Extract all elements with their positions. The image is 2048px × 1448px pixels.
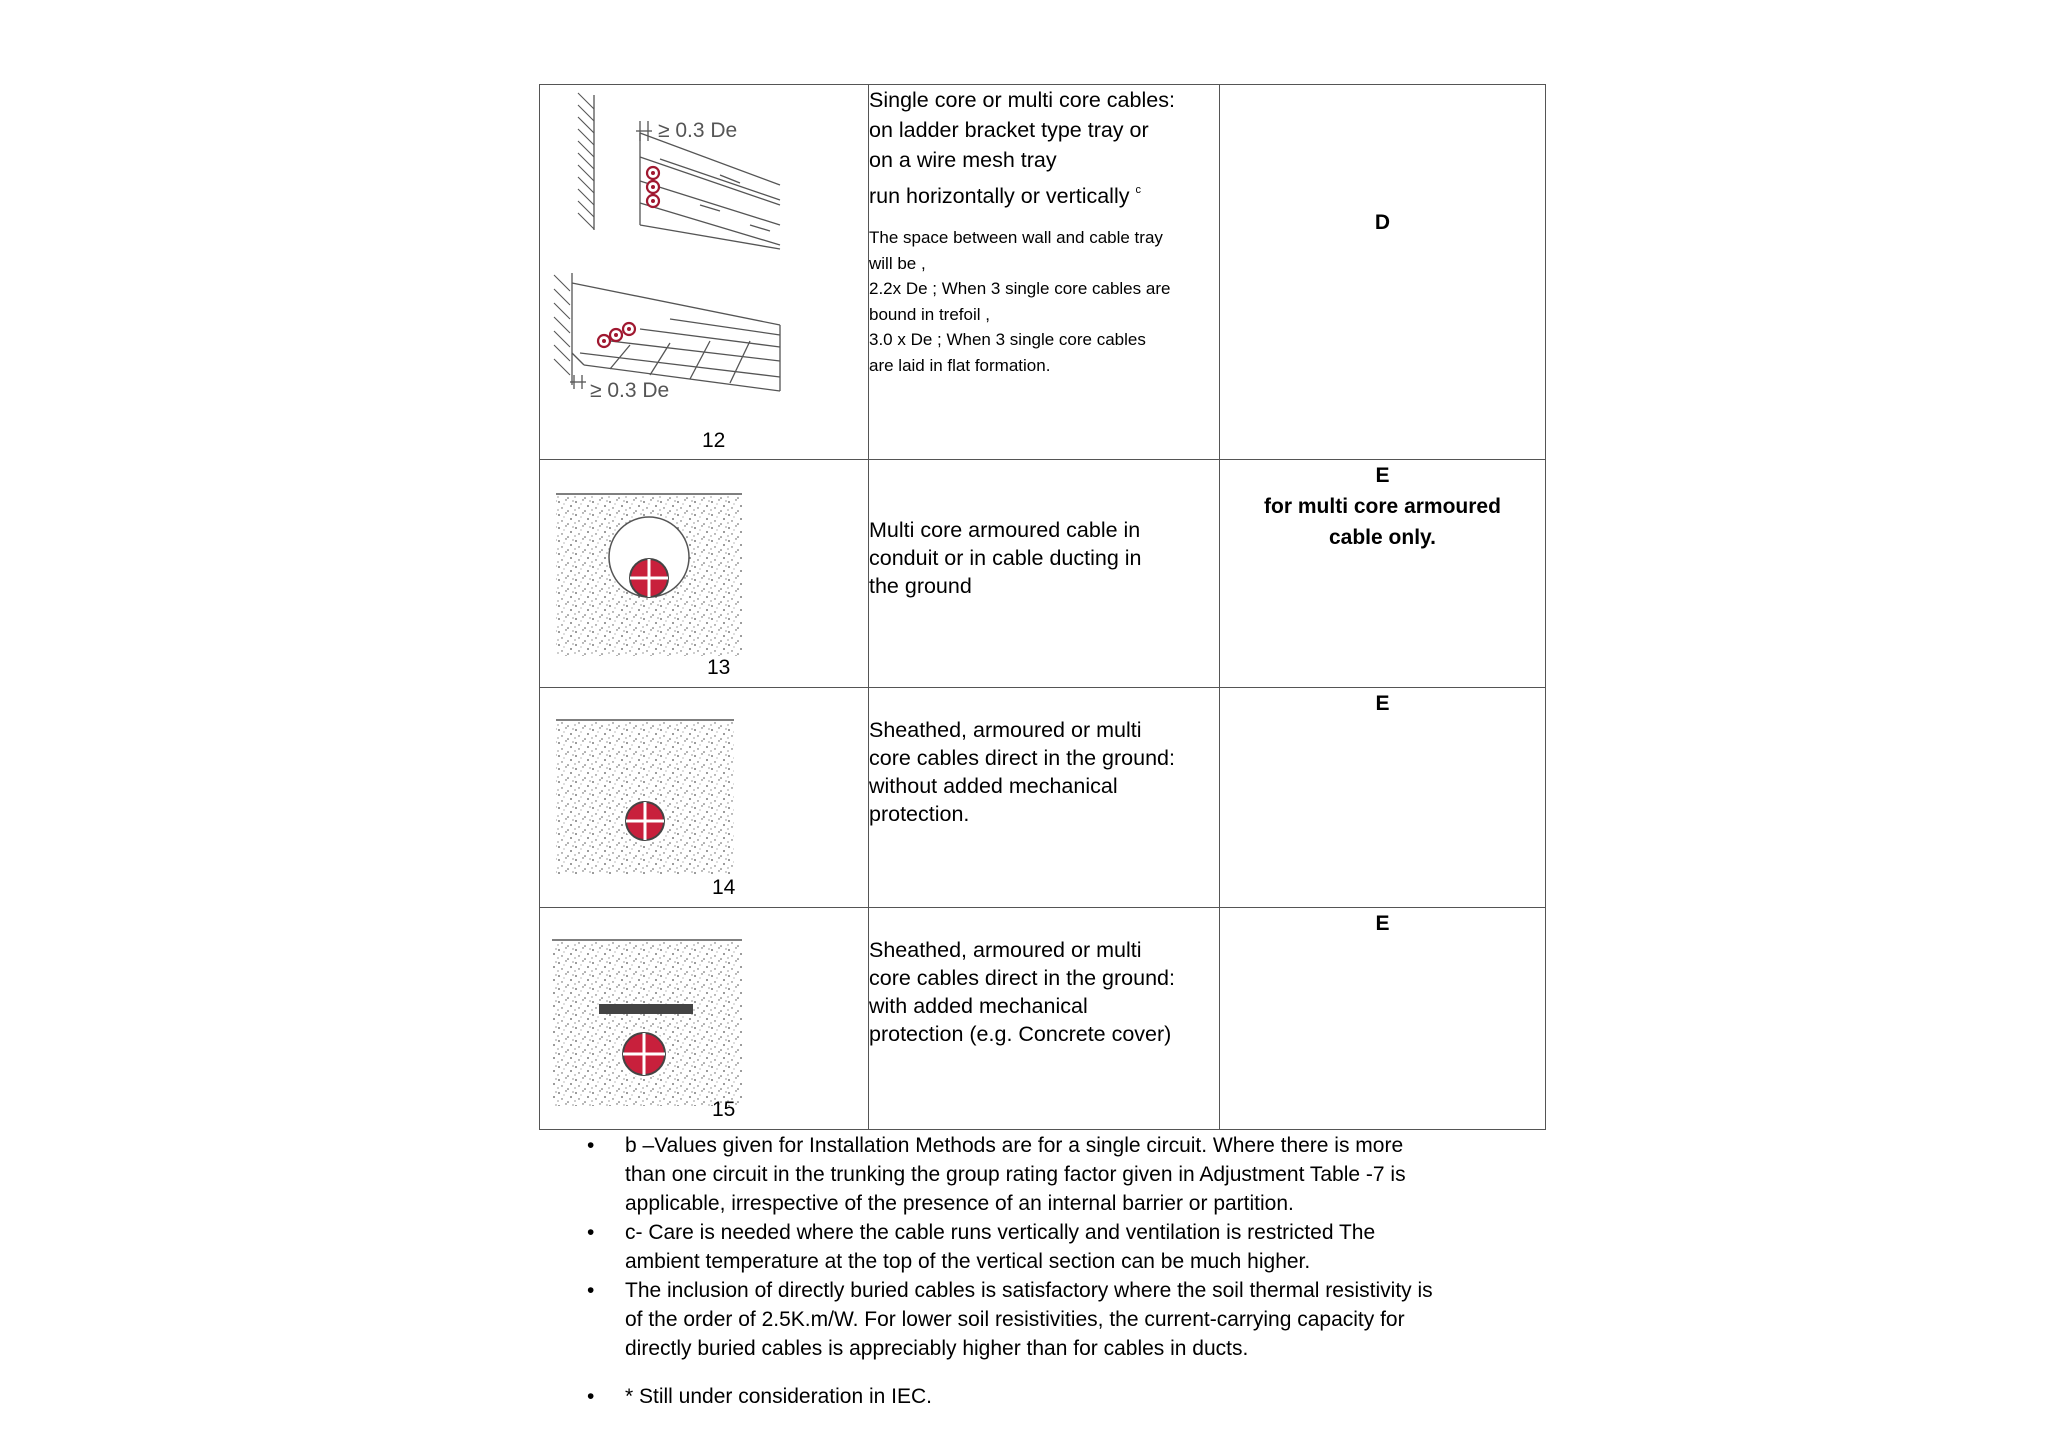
method-note: for multi core armoured	[1264, 495, 1501, 518]
dimension-label: ≥ 0.3 De	[590, 379, 670, 402]
method-code-cell	[1220, 85, 1546, 460]
description-cell	[869, 688, 1220, 908]
figure-cell	[540, 688, 869, 908]
description-cell	[869, 460, 1220, 688]
figure-number: 15	[712, 1098, 736, 1121]
buried-cable-with-cover-diagram	[540, 908, 868, 1130]
method-code: E	[1375, 692, 1390, 715]
method-code: D	[1374, 211, 1391, 234]
method-note: cable only.	[1329, 526, 1436, 549]
figure-cell	[540, 85, 869, 460]
ladder-tray-diagram	[540, 85, 868, 460]
footnotes-list	[560, 1131, 1540, 1411]
list-item: • c- Care is needed where the cable runs vertically and ventilation is restricted The ambient temperature at the top of the vertical section can be much higher.	[587, 1221, 1376, 1273]
description-text: Sheathed, armoured or multi core cables direct in the ground: without added mechanical protection.	[869, 718, 1175, 826]
table-row	[540, 688, 1546, 908]
cable-in-duct-diagram	[540, 460, 868, 688]
method-code: E	[1375, 464, 1390, 487]
table-row	[540, 85, 1546, 460]
figure-cell	[540, 460, 869, 688]
figure-number: 12	[702, 429, 726, 452]
footnote-mark: c	[1135, 184, 1141, 196]
figure-number: 14	[712, 876, 736, 899]
list-item: • * Still under consideration in IEC.	[587, 1385, 932, 1408]
dimension-label: ≥ 0.3 De	[658, 119, 738, 142]
method-code-cell	[1220, 908, 1546, 1130]
description-cell	[869, 85, 1220, 460]
method-code-cell	[1220, 688, 1546, 908]
method-code: E	[1375, 912, 1390, 935]
description-text: Multi core armoured cable in conduit or in cable ducting in the ground	[869, 518, 1142, 598]
description-text: Sheathed, armoured or multi core cables direct in the ground: with added mechanical protection (e.g. Concrete cover)	[869, 938, 1175, 1046]
table-row	[540, 908, 1546, 1130]
description-text: Single core or multi core cables: on ladder bracket type tray or on a wire mesh tray run horizontally or vertically $^c$	[869, 88, 1175, 208]
installation-methods-table	[539, 84, 1546, 1130]
figure-cell	[540, 908, 869, 1130]
spacing-note: The space between wall and cable tray will be , 2.2x De ; When 3 single core cables are bound in trefoil , 3.0 x De ; When 3 single core cables are laid in flat formation.	[869, 228, 1171, 375]
concrete-cover	[599, 1004, 693, 1014]
table-row	[540, 460, 1546, 688]
description-cell	[869, 908, 1220, 1130]
method-code-cell	[1220, 460, 1546, 688]
list-item: • b –Values given for Installation Methods are for a single circuit. Where there is more than one circuit in the trunking the group rating factor given in Adjustment Table -7 is applicable, irrespective of the presence of an internal barrier or partition.	[587, 1134, 1406, 1215]
figure-number: 13	[707, 656, 731, 679]
buried-cable-diagram	[540, 688, 868, 908]
list-item: • The inclusion of directly buried cables is satisfactory where the soil thermal resistivity is of the order of 2.5K.m/W. For lower soil resistivities, the current-carrying capacity for directly buried cables is appreciably higher than for cables in ducts.	[587, 1279, 1433, 1360]
